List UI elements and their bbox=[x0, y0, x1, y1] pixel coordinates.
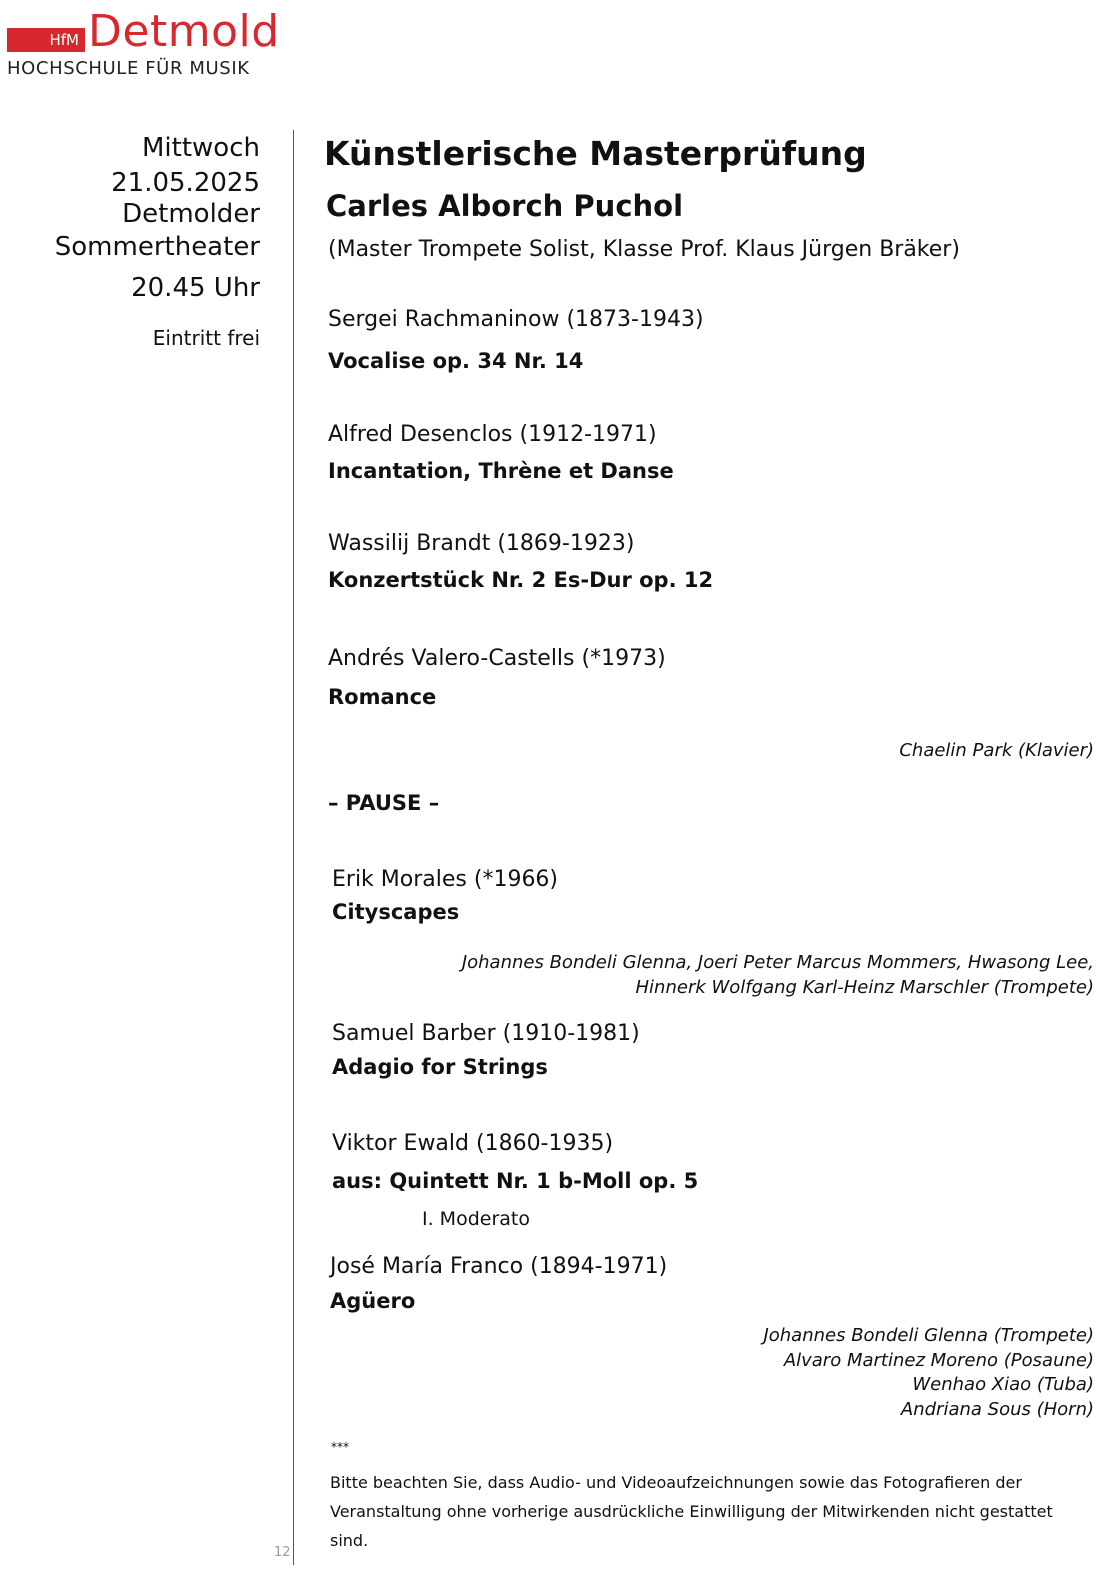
work-2: Incantation, Thrène et Danse bbox=[328, 459, 674, 483]
ensemble-2-member: Alvaro Martinez Moreno (Posaune) bbox=[783, 1350, 1094, 1371]
event-venue-line1: Detmolder bbox=[122, 199, 260, 229]
page-title: Künstlerische Masterprüfung bbox=[324, 134, 867, 173]
composer-2: Alfred Desenclos (1912-1971) bbox=[328, 422, 657, 447]
composer-4: Andrés Valero-Castells (*1973) bbox=[328, 646, 666, 671]
movement-7: I. Moderato bbox=[422, 1208, 530, 1230]
composer-7: Viktor Ewald (1860-1935) bbox=[332, 1131, 614, 1156]
separator: *** bbox=[331, 1440, 349, 1454]
program-info: (Master Trompete Solist, Klasse Prof. Klaus Jürgen Bräker) bbox=[328, 237, 960, 262]
ensemble-1-line-2: Hinnerk Wolfgang Karl-Heinz Marschler (Trompete) bbox=[635, 977, 1094, 998]
logo-badge bbox=[7, 28, 85, 52]
recording-notice: Bitte beachten Sie, dass Audio- und Videoaufzeichnungen sowie das Fotografieren der Veranstaltung ohne vorherige ausdrückliche Einwilligung der Mitwirkenden nicht gestattet sind. bbox=[330, 1473, 1053, 1550]
logo-badge-text: HfM bbox=[49, 31, 79, 49]
page-number: 12 bbox=[274, 1545, 291, 1560]
event-venue-line2: Sommertheater bbox=[54, 232, 260, 262]
composer-5: Erik Morales (*1966) bbox=[332, 867, 559, 892]
ensemble-1-line-1: Johannes Bondeli Glenna, Joeri Peter Marcus Mommers, Hwasong Lee, bbox=[461, 952, 1094, 973]
work-4: Romance bbox=[328, 685, 437, 709]
composer-1: Sergei Rachmaninow (1873-1943) bbox=[328, 307, 704, 332]
event-time: 20.45 Uhr bbox=[131, 273, 260, 303]
accompanist: Chaelin Park (Klavier) bbox=[899, 740, 1094, 761]
composer-6: Samuel Barber (1910-1981) bbox=[332, 1021, 640, 1046]
ensemble-2-member: Andriana Sous (Horn) bbox=[900, 1399, 1094, 1420]
column-divider bbox=[293, 130, 294, 1565]
work-6: Adagio for Strings bbox=[332, 1055, 548, 1079]
composer-3: Wassilij Brandt (1869-1923) bbox=[328, 531, 635, 556]
event-admission: Eintritt frei bbox=[152, 326, 260, 350]
performer-name: Carles Alborch Puchol bbox=[326, 189, 684, 223]
logo-wordmark: Detmold bbox=[88, 6, 280, 57]
work-5: Cityscapes bbox=[332, 900, 460, 924]
composer-8: José María Franco (1894-1971) bbox=[330, 1254, 668, 1279]
event-date: 21.05.2025 bbox=[111, 168, 260, 198]
ensemble-2-member: Wenhao Xiao (Tuba) bbox=[912, 1374, 1094, 1395]
ensemble-2-member: Johannes Bondeli Glenna (Trompete) bbox=[763, 1325, 1094, 1346]
work-1: Vocalise op. 34 Nr. 14 bbox=[328, 349, 584, 373]
work-3: Konzertstück Nr. 2 Es-Dur op. 12 bbox=[328, 568, 714, 592]
event-weekday: Mittwoch bbox=[142, 133, 260, 163]
work-8: Agüero bbox=[330, 1289, 416, 1313]
logo-subtitle: HOCHSCHULE FÜR MUSIK bbox=[7, 58, 250, 79]
intermission: – PAUSE – bbox=[328, 791, 440, 815]
work-7: aus: Quintett Nr. 1 b-Moll op. 5 bbox=[332, 1169, 699, 1193]
